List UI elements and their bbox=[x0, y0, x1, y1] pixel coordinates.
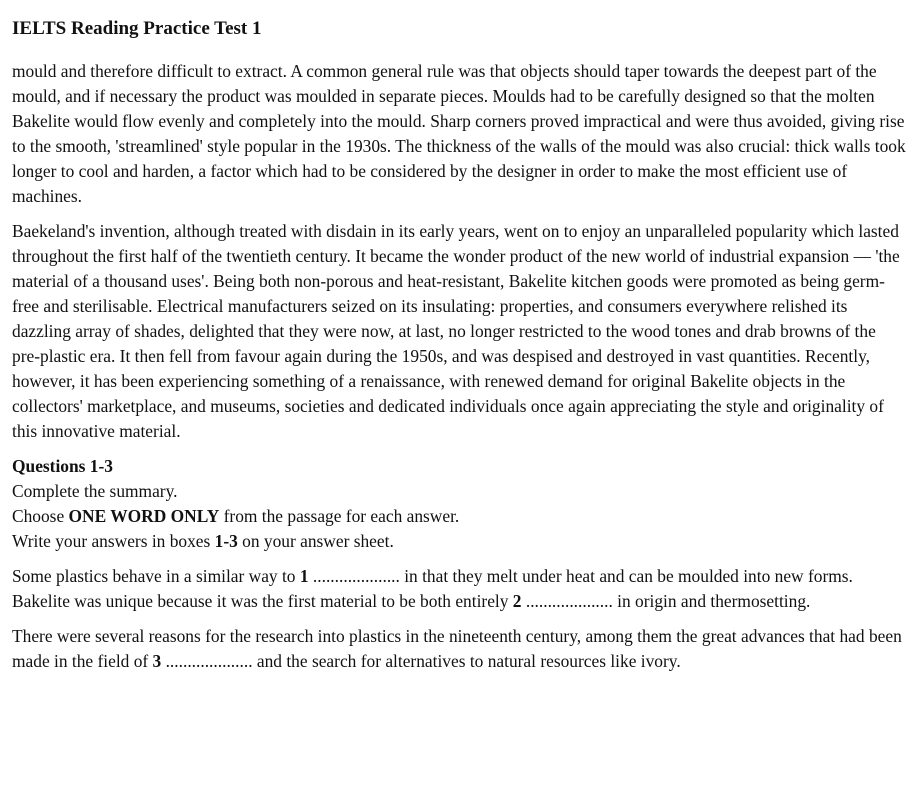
page-title: IELTS Reading Practice Test 1 bbox=[12, 18, 262, 39]
gap-2-number: 2 bbox=[512, 591, 522, 611]
passage-paragraph-1: mould and therefore difficult to extract. A common general rule was that objects should taper towards the deepest part of the mould, and if necessary the product was moulded in separate pieces. Moulds had to be carefully designed so that the molten Bakelite would flow evenly and completely into the mould. Sharp corners proved impractical and were thus avoided, giving rise to the smooth, 'streamlined' style popular in the 1930s. The thickness of the walls of the mould was also crucial: thick walls took longer to cool and harden, a factor which had to be considered by the designer in order to make the most efficient use of machines. bbox=[12, 61, 906, 206]
gap-1-blank: .................... bbox=[308, 566, 400, 586]
summary-2-text-a: There were several reasons for the research into plastics in the nineteenth century, among them the great advances that had been made in the field of bbox=[12, 626, 902, 671]
summary-paragraph-1 bbox=[12, 564, 908, 614]
instruction-answer-boxes-range: 1-3 bbox=[214, 531, 238, 551]
instruction-word-limit-prefix: Choose bbox=[12, 506, 69, 526]
passage-paragraph-2: Baekeland's invention, although treated with disdain in its early years, went on to enjoy an unparalleled popularity which lasted throughout the first half of the twentieth century. It became the wonder product of the new world of industrial expansion — 'the material of a thousand uses'. Being both non-porous and heat-resistant, Bakelite kitchen goods were promoted as being germ-free and sterilisable. Electrical manufacturers seized on its insulating: properties, and consumers everywhere relished its dazzling array of shades, delighted that they were now, at last, no longer restricted to the wood tones and drab browns of the pre-plastic era. It then fell from favour again during the 1950s, and was despised and destroyed in vast quantities. Recently, however, it has been experiencing something of a renaissance, with renewed demand for original Bakelite objects in the collectors' marketplace, and museums, societies and dedicated individuals once again appreciating the style and originality of this innovative material. bbox=[12, 221, 900, 441]
gap-3-number: 3 bbox=[152, 651, 162, 671]
summary-1-text-a: Some plastics behave in a similar way to bbox=[12, 566, 300, 586]
summary-1-text-c: in origin and thermosetting. bbox=[612, 591, 811, 611]
instruction-word-limit bbox=[12, 504, 908, 529]
instruction-word-limit-emphasis: ONE WORD ONLY bbox=[68, 506, 220, 526]
instruction-complete-summary: Complete the summary. bbox=[12, 481, 178, 501]
instruction-answer-boxes bbox=[12, 529, 908, 554]
gap-3-blank: .................... bbox=[161, 651, 253, 671]
summary-2-text-b: and the search for alternatives to natural resources like ivory. bbox=[252, 651, 681, 671]
gap-2-blank: .................... bbox=[521, 591, 613, 611]
questions-heading: Questions 1-3 bbox=[12, 456, 113, 476]
summary-1-text-b: in that they melt under heat and can be moulded into new forms. Bakelite was unique because it was the first material to be both entirely bbox=[12, 566, 853, 611]
instruction-answer-boxes-prefix: Write your answers in boxes bbox=[12, 531, 215, 551]
gap-1-number: 1 bbox=[299, 566, 309, 586]
instruction-word-limit-suffix: from the passage for each answer. bbox=[219, 506, 460, 526]
instruction-answer-boxes-suffix: on your answer sheet. bbox=[237, 531, 394, 551]
summary-paragraph-2 bbox=[12, 624, 908, 674]
